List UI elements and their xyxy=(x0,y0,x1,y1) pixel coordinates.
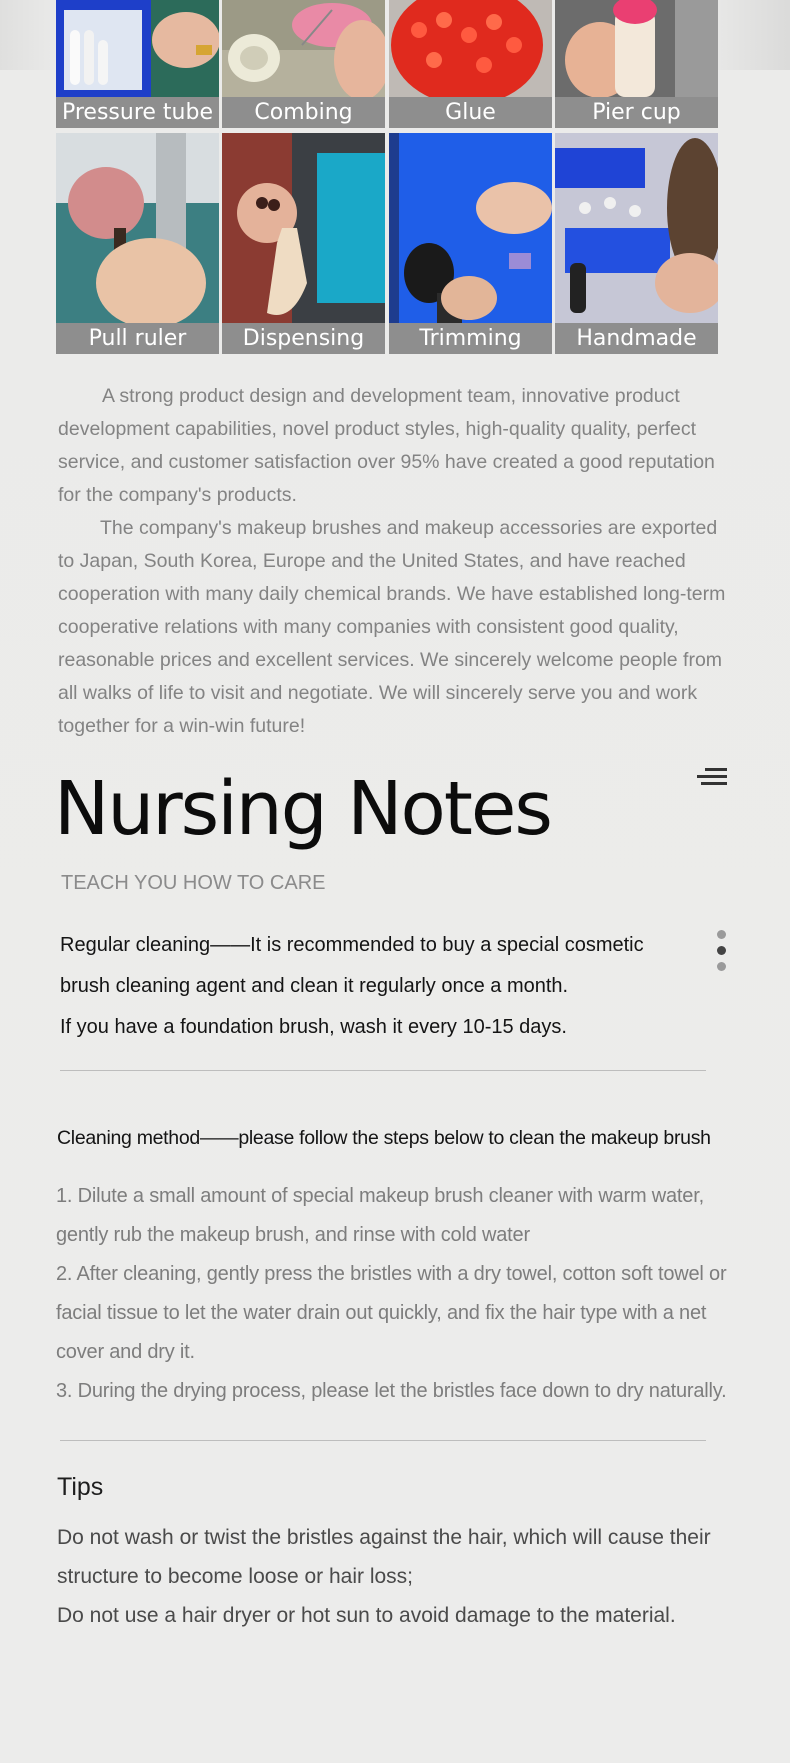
menu-lines-icon xyxy=(697,768,727,790)
photo-tile-pressure-tube xyxy=(56,0,219,128)
photo-tile-handmade xyxy=(555,133,718,354)
photo-caption: Pressure tube xyxy=(56,97,219,128)
dispensing-photo xyxy=(222,133,385,323)
trimming-photo xyxy=(389,133,552,323)
photo-tile-trimming xyxy=(389,133,552,354)
note-text: If you have a foundation brush, wash it every 10-15 days. xyxy=(60,1016,567,1038)
cleaning-steps-list xyxy=(56,1177,756,1411)
tip-item: Do not wash or twist the bristles against the hair, which will cause their structure to become loose or hair loss; xyxy=(57,1526,711,1588)
pull-ruler-photo xyxy=(56,133,219,323)
intro-paragraph: The company's makeup brushes and makeup accessories are exported to Japan, South Korea, Europe and the United States, and have reached cooperation with many daily chemical brands. We have established long-term cooperative relations with many companies with consistent good quality, reasonable prices and excellent services. We sincerely welcome people from all walks of life to visit and negotiate. We will sincerely serve you and work together for a win-win future! xyxy=(58,517,726,737)
divider xyxy=(60,1440,706,1441)
glue-photo xyxy=(389,0,552,97)
photo-caption: Dispensing xyxy=(222,323,385,354)
pier-cup-photo xyxy=(555,0,718,97)
photo-caption: Glue xyxy=(389,97,552,128)
photo-caption: Handmade xyxy=(555,323,718,354)
intro-paragraph: A strong product design and development team, innovative product development capabilities, novel product styles, high-quality quality, perfect service, and customer satisfaction over 95% have created a good reputation for the company's products. xyxy=(58,385,715,506)
tips-list xyxy=(57,1518,757,1635)
note-text: Regular cleaning——It is recommended to buy a special cosmetic brush cleaning agent and clean it regularly once a month. xyxy=(60,934,644,997)
tips-heading: Tips xyxy=(57,1473,104,1501)
tip-item: Do not use a hair dryer or hot sun to avoid damage to the material. xyxy=(57,1604,676,1627)
photo-tile-combing xyxy=(222,0,385,128)
photo-caption: Pier cup xyxy=(555,97,718,128)
company-intro xyxy=(58,380,738,743)
photo-caption: Pull ruler xyxy=(56,323,219,354)
page-subtitle: TEACH YOU HOW TO CARE xyxy=(61,872,326,894)
photo-tile-pull-ruler xyxy=(56,133,219,354)
step-item: 2. After cleaning, gently press the bristles with a dry towel, cotton soft towel or facial tissue to let the water drain out quickly, and fix the hair type with a net cover and dry it. xyxy=(56,1263,727,1363)
photo-tile-glue xyxy=(389,0,552,128)
pressure-tube-photo xyxy=(56,0,219,97)
regular-cleaning-note xyxy=(60,925,720,1048)
handmade-photo xyxy=(555,133,718,323)
step-item: 3. During the drying process, please let the bristles face down to dry naturally. xyxy=(56,1380,727,1402)
photo-tile-dispensing xyxy=(222,133,385,354)
step-item: 1. Dilute a small amount of special makeup brush cleaner with warm water, gently rub the makeup brush, and rinse with cold water xyxy=(56,1185,704,1246)
photo-caption: Trimming xyxy=(389,323,552,354)
vertical-dots-icon xyxy=(716,930,728,975)
page-title: Nursing Notes xyxy=(54,766,551,852)
divider xyxy=(60,1070,706,1071)
photo-caption: Combing xyxy=(222,97,385,128)
cleaning-method-heading: Cleaning method——please follow the steps below to clean the makeup brush xyxy=(57,1127,711,1149)
photo-tile-pier-cup xyxy=(555,0,718,128)
combing-photo xyxy=(222,0,385,97)
